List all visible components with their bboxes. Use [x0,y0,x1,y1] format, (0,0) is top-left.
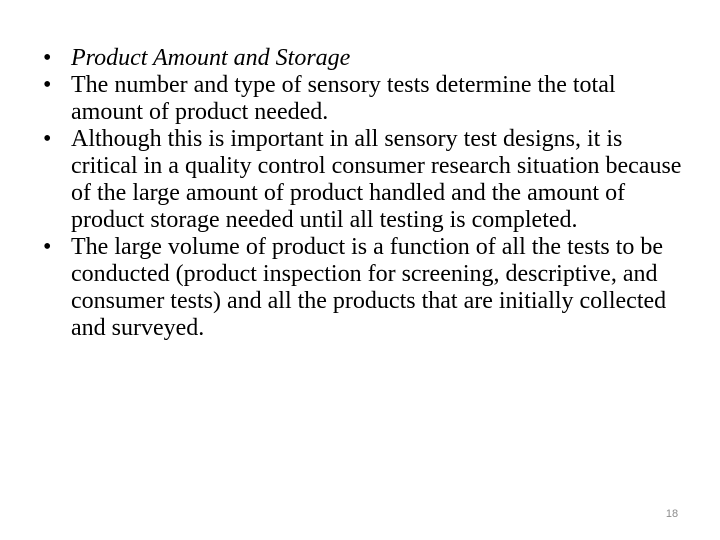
bullet-marker: • [43,234,52,260]
bullet-text: Although this is important in all sensory test designs, it is critical in a quality control consumer research situation because of the large amount of product handled and the amount of product storage needed until all testing is completed. [71,126,682,233]
page-number: 18 [665,508,679,520]
bullet-item-product-needed [43,72,683,126]
bullet-text: The number and type of sensory tests determine the total amount of product needed. [71,72,616,125]
bullet-marker: • [43,126,52,152]
bullet-item-heading [43,45,683,72]
bullet-item-quality-control [43,126,683,234]
bullet-marker: • [43,45,52,71]
bullet-item-large-volume [43,234,683,342]
bullet-heading-text: Product Amount and Storage [71,45,351,71]
bullet-marker: • [43,72,52,98]
bullet-list [43,45,683,342]
bullet-text: The large volume of product is a function of all the tests to be conducted (product inspection for screening, descriptive, and consumer tests) and all the products that are initially collected and surveyed. [71,234,667,341]
